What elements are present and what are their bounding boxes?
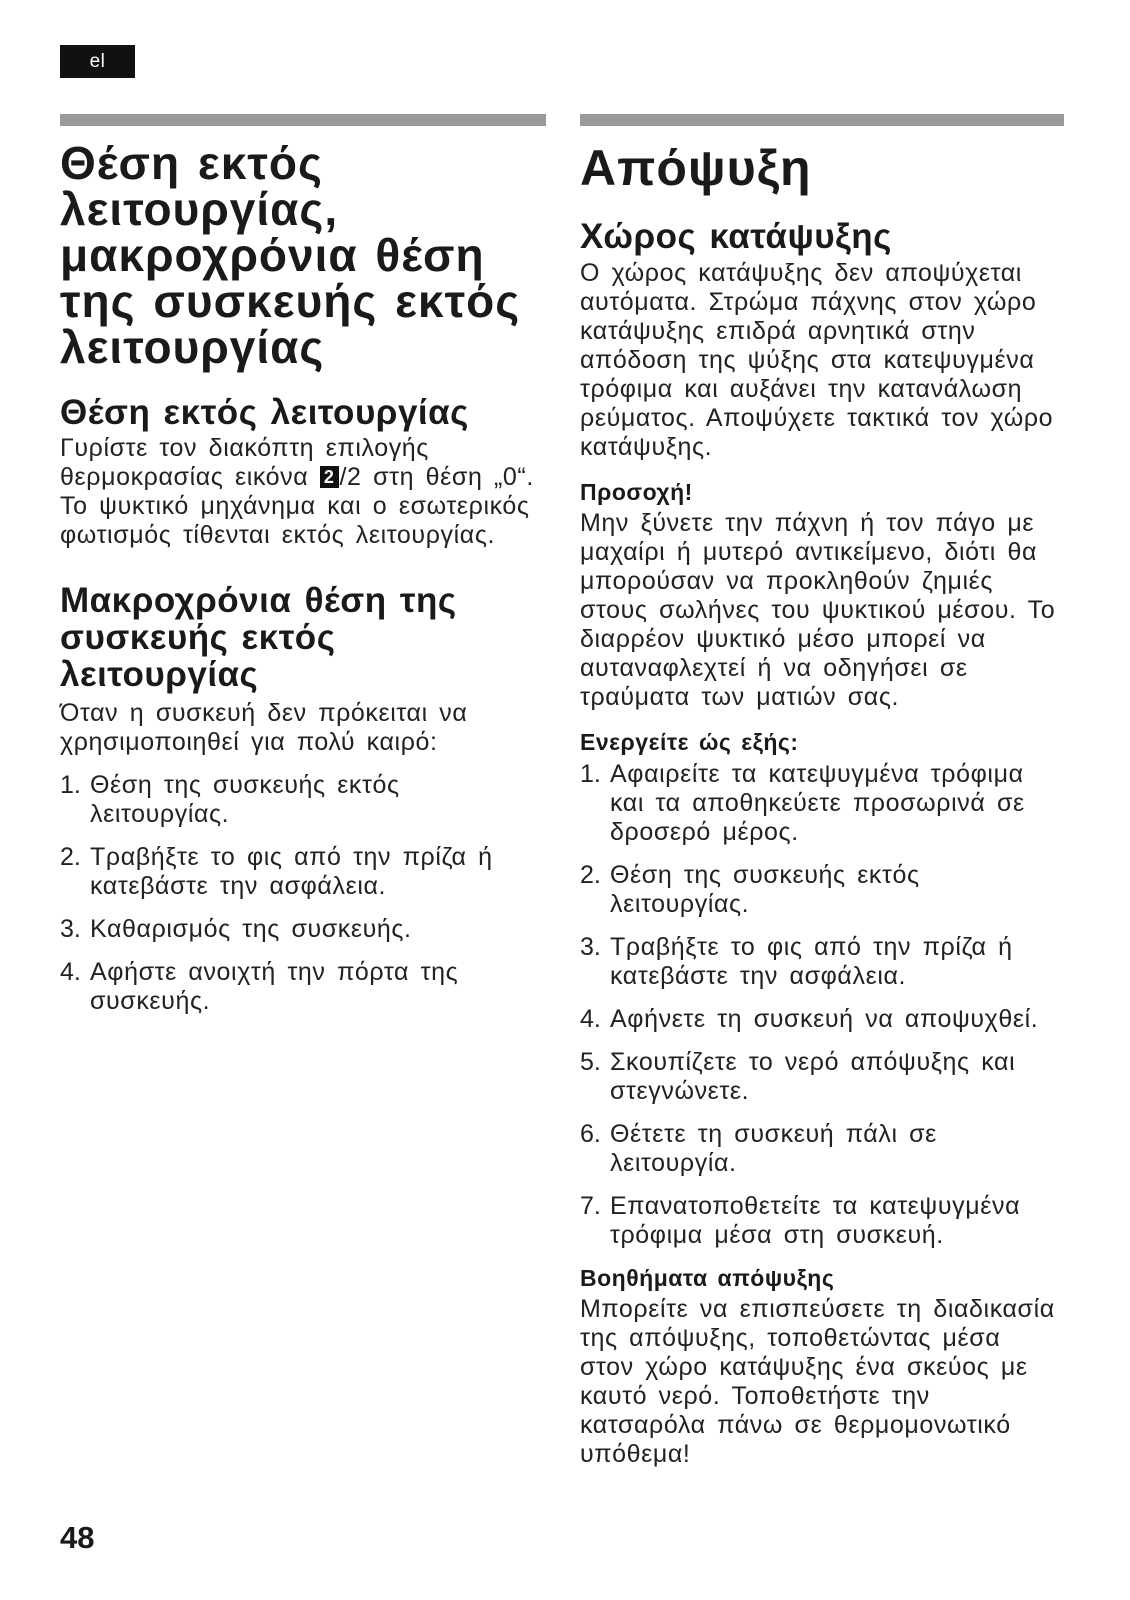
step-text: Θέση της συσκευής εκτός λειτουργίας. — [610, 861, 920, 918]
left-title — [60, 137, 546, 373]
step-number: 1. — [580, 760, 601, 788]
section-rule — [60, 114, 546, 126]
caution-paragraph: Μην ξύνετε την πάχνη ή τον πάγο με μαχαίρι ή μυτερό αντικείμενο, διότι θα μπορούσαν να προκληθούν ζημιές στους σωλήνες του ψυκτικού μέσου. Το διαρρέον ψυκτικό μέσο μπορεί να αυταναφλεχτεί ή να οδηγήσει σε τραύματα των ματιών σας. — [580, 509, 1056, 711]
list-item — [580, 1192, 1064, 1250]
long-term-off-heading-line: συσκευής εκτός — [60, 618, 336, 657]
left-column — [60, 114, 546, 1016]
caution-heading: Προσοχή! — [580, 479, 693, 505]
left-title-line: λειτουργίας, — [60, 183, 339, 235]
step-text: Θέση της συσκευής εκτός λειτουργίας. — [90, 771, 400, 828]
list-item — [580, 1048, 1064, 1106]
freezer-compartment-heading: Χώρος κατάψυξης — [580, 217, 892, 256]
step-text: Σκουπίζετε το νερό απόψυξης και στεγνώνετε. — [610, 1048, 1016, 1105]
step-text: Καθαρισμός της συσκευής. — [90, 915, 412, 943]
step-number: 5. — [580, 1048, 601, 1076]
switch-off-paragraph — [60, 434, 546, 550]
list-item — [60, 771, 546, 829]
long-term-off-heading-line: λειτουργίας — [60, 655, 259, 694]
list-item — [580, 861, 1064, 919]
procedure-heading: Ενεργείτε ώς εξής: — [580, 729, 799, 755]
step-number: 1. — [60, 771, 81, 799]
long-term-off-intro: Όταν η συσκευή δεν πρόκειται να χρησιμοποιηθεί για πολύ καιρό: — [60, 699, 468, 756]
step-number: 2. — [60, 843, 81, 871]
step-number: 2. — [580, 861, 601, 889]
step-text: Αφαιρείτε τα κατεψυγμένα τρόφιμα και τα αποθηκεύετε προσωρινά σε δροσερό μέρος. — [610, 760, 1025, 846]
step-number: 4. — [580, 1005, 601, 1033]
step-text: Αφήνετε τη συσκευή να αποψυχθεί. — [610, 1005, 1039, 1033]
list-item — [580, 1005, 1064, 1034]
defrosting-aids-heading: Βοηθήματα απόψυξης — [580, 1265, 835, 1291]
defrosting-title: Απόψυξη — [580, 140, 812, 196]
list-item — [60, 915, 546, 944]
step-number: 6. — [580, 1120, 601, 1148]
step-number: 4. — [60, 958, 81, 986]
step-text: Θέτετε τη συσκευή πάλι σε λειτουργία. — [610, 1120, 937, 1177]
left-title-line: της συσκευής εκτός — [60, 275, 521, 327]
long-term-off-heading-line: Μακροχρόνια θέση της — [60, 581, 457, 620]
left-title-line: Θέση εκτός — [60, 137, 323, 189]
freezer-intro-paragraph: Ο χώρος κατάψυξης δεν αποψύχεται αυτόματα. Στρώμα πάχνης στον χώρο κατάψυξης επιδρά αρνητικά στην απόδοση της ψύξης στα κατεψυγμένα τρόφιμα και αυξάνει την κατανάλωση ρεύματος. Αποψύχετε τακτικά τον χώρο κατάψυξης. — [580, 259, 1054, 461]
step-text: Τραβήξτε το φις από την πρίζα ή κατεβάστε την ασφάλεια. — [90, 843, 493, 900]
language-badge: el — [60, 45, 135, 78]
list-item — [60, 958, 546, 1016]
page-number: 48 — [60, 1520, 95, 1555]
defrost-steps — [580, 760, 1064, 1250]
step-number: 3. — [580, 933, 601, 961]
step-text: Αφήστε ανοιχτή την πόρτα της συσκευής. — [90, 958, 459, 1015]
list-item — [580, 1120, 1064, 1178]
long-term-off-steps — [60, 771, 546, 1016]
step-number: 7. — [580, 1192, 601, 1220]
switch-off-heading: Θέση εκτός λειτουργίας — [60, 393, 469, 432]
step-number: 3. — [60, 915, 81, 943]
figure-number-badge: 2 — [320, 466, 339, 488]
switch-off-text-start: Γυρίστε τον διακόπτη επιλογής θερμοκρασίας εικόνα — [60, 434, 429, 491]
left-title-line: μακροχρόνια θέση — [60, 229, 485, 281]
long-term-off-heading — [60, 582, 546, 693]
list-item — [580, 760, 1064, 847]
step-text: Τραβήξτε το φις από την πρίζα ή κατεβάστε την ασφάλεια. — [610, 933, 1013, 990]
step-text: Επανατοποθετείτε τα κατεψυγμένα τρόφιμα μέσα στη συσκευή. — [610, 1192, 1021, 1249]
list-item — [580, 933, 1064, 991]
left-title-line: λειτουργίας — [60, 321, 325, 373]
section-rule — [580, 114, 1064, 126]
switch-off-text-end: /2 στη θέση „0“. Το ψυκτικό μηχάνημα και ο εσωτερικός φωτισμός τίθενται εκτός λειτουργίας. — [60, 463, 534, 549]
list-item — [60, 843, 546, 901]
defrosting-aids-paragraph: Μπορείτε να επισπεύσετε τη διαδικασία της απόψυξης, τοποθετώντας μέσα στον χώρο κατάψυξης ένα σκεύος με καυτό νερό. Τοποθετήστε την κατσαρόλα πάνω σε θερμομονωτικό υπόθεμα! — [580, 1295, 1055, 1468]
right-column — [580, 114, 1064, 1469]
